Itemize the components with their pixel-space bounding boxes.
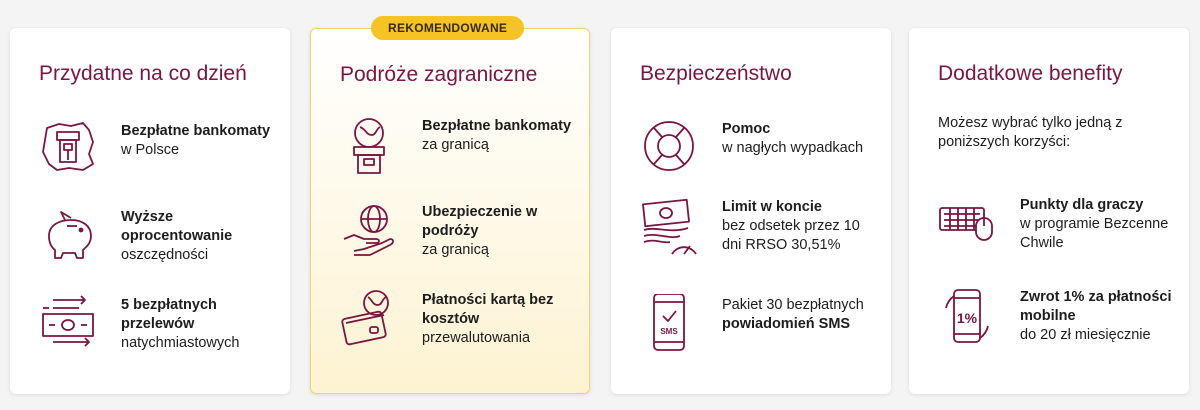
card-title: Podróże zagraniczne	[340, 63, 538, 86]
benefit-subtitle: przewalutowania	[422, 330, 531, 346]
instant-transfer-icon	[39, 294, 97, 356]
credit-limit-icon	[640, 196, 698, 258]
benefit-title: Limit w koncie	[722, 199, 822, 215]
benefit-item	[39, 206, 279, 276]
benefit-title: Bezpłatne bankomaty	[422, 118, 572, 134]
sms-phone-icon	[640, 294, 698, 356]
benefit-item	[340, 289, 580, 359]
atm-poland-map-icon	[39, 120, 97, 182]
benefit-title: Płatności kartą bez kosztów	[422, 292, 554, 327]
benefit-item	[938, 194, 1178, 264]
mobile-cashback-icon	[938, 286, 996, 348]
benefit-card-travel	[310, 21, 590, 394]
benefit-title: Zwrot 1% za płatności mobilne	[1020, 289, 1172, 324]
card-title: Dodatkowe benefity	[938, 62, 1123, 85]
lifebuoy-icon	[640, 118, 698, 180]
svg-text:SMS: SMS	[660, 327, 678, 336]
atm-globe-icon	[340, 115, 398, 177]
svg-text:1%: 1%	[956, 310, 978, 326]
benefit-title: Ubezpieczenie w podróży	[422, 204, 538, 239]
card-intro: Możesz wybrać tylko jedną z poniższych korzyści:	[938, 115, 1123, 150]
benefit-subtitle: w programie Bezcenne Chwile	[1020, 216, 1169, 251]
benefit-subtitle: bez odsetek przez 10 dni RRSO 30,51%	[722, 218, 860, 253]
recommended-badge: REKOMENDOWANE	[371, 16, 524, 40]
benefit-card-extra	[909, 28, 1189, 394]
benefit-title: Punkty dla graczy	[1020, 197, 1144, 213]
benefit-item	[340, 201, 580, 271]
piggy-bank-icon	[39, 206, 97, 268]
benefit-card-everyday	[10, 28, 290, 394]
card-title: Bezpieczeństwo	[640, 62, 792, 85]
benefit-item	[640, 196, 880, 266]
benefit-title: Pomoc	[722, 121, 771, 137]
benefit-item	[39, 294, 279, 364]
benefit-subtitle: za granicą	[422, 242, 489, 258]
keyboard-mouse-icon	[938, 194, 996, 256]
benefit-title: Wyższe oprocentowanie	[121, 209, 233, 244]
benefit-title: powiadomień SMS	[722, 316, 851, 332]
benefit-item	[640, 118, 880, 188]
benefit-subtitle: w nagłych wypadkach	[722, 140, 864, 156]
benefit-item	[640, 294, 880, 364]
benefit-item	[39, 120, 279, 190]
benefit-item	[340, 115, 580, 185]
benefit-title: 5 bezpłatnych przelewów	[121, 297, 217, 332]
benefit-title: Bezpłatne bankomaty	[121, 123, 271, 139]
benefit-subtitle: natychmiastowych	[121, 335, 240, 351]
benefit-subtitle: do 20 zł miesięcznie	[1020, 327, 1151, 343]
card-globe-icon	[340, 289, 398, 351]
benefit-subtitle: w Polsce	[121, 142, 180, 158]
benefit-item	[938, 286, 1178, 356]
travel-insurance-icon	[340, 201, 398, 263]
benefit-subtitle: oszczędności	[121, 247, 209, 263]
benefit-card-security	[611, 28, 891, 394]
card-title: Przydatne na co dzień	[39, 62, 247, 85]
benefit-subtitle: za granicą	[422, 137, 489, 153]
benefit-subtitle: Pakiet 30 bezpłatnych	[722, 297, 864, 313]
